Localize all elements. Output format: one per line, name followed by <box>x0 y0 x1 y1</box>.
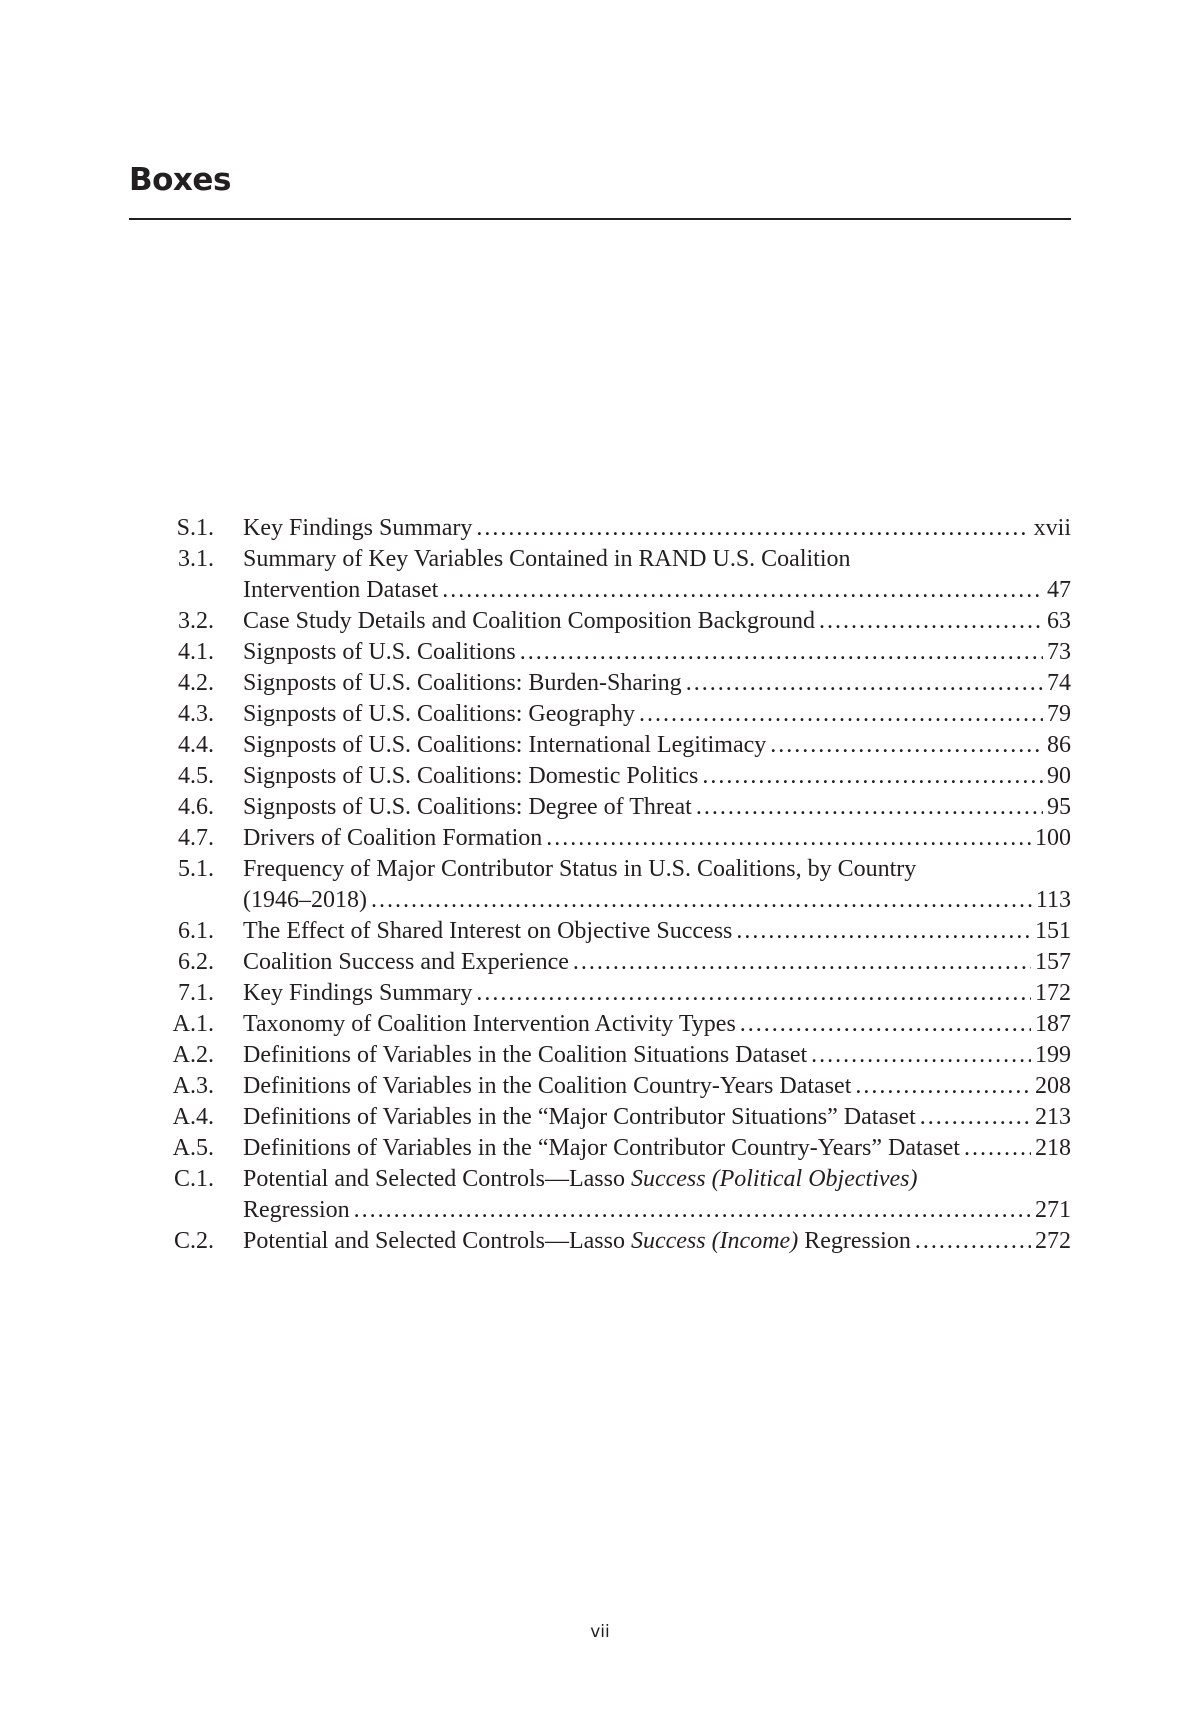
page-number: 213 <box>1035 1104 1071 1130</box>
box-title: Signposts of U.S. Coalitions: International Legitimacy <box>243 732 767 758</box>
list-item[interactable] <box>129 823 1071 854</box>
dot-leader <box>736 916 1031 947</box>
list-item[interactable] <box>129 978 1071 1009</box>
dot-leader <box>546 823 1031 854</box>
box-title: Definitions of Variables in the “Major Contributor Country-Years” Dataset <box>243 1135 960 1161</box>
page-number: 199 <box>1035 1042 1071 1068</box>
list-item[interactable] <box>129 761 1071 792</box>
box-number: A.3. <box>172 1073 214 1099</box>
page-number: 63 <box>1047 608 1071 634</box>
dot-leader <box>442 575 1043 606</box>
box-title-line1: Summary of Key Variables Contained in RAND U.S. Coalition <box>243 546 851 572</box>
list-item[interactable] <box>129 1071 1071 1102</box>
list-item[interactable] <box>129 513 1071 544</box>
dot-leader <box>819 606 1043 637</box>
page-number: xvii <box>1033 515 1071 541</box>
page-number: 113 <box>1035 887 1071 913</box>
list-item[interactable] <box>129 730 1071 761</box>
box-number: 4.3. <box>178 701 214 727</box>
box-title: (1946–2018) <box>243 887 367 913</box>
page-number: 74 <box>1047 670 1071 696</box>
list-item[interactable] <box>129 854 1071 916</box>
list-item[interactable] <box>129 1164 1071 1226</box>
box-title <box>243 1226 911 1257</box>
page-number: 172 <box>1035 980 1071 1006</box>
box-number: S.1. <box>176 515 214 541</box>
page-number: 47 <box>1047 577 1071 603</box>
box-number: 4.4. <box>178 732 214 758</box>
box-number: A.4. <box>172 1104 214 1130</box>
box-number: 4.6. <box>178 794 214 820</box>
box-number: C.1. <box>173 1166 214 1192</box>
page-number: 100 <box>1035 825 1071 851</box>
page-number: 86 <box>1047 732 1071 758</box>
dot-leader <box>740 1009 1031 1040</box>
box-title: Definitions of Variables in the Coalition Country-Years Dataset <box>243 1073 852 1099</box>
dot-leader <box>855 1071 1031 1102</box>
page-number: 95 <box>1047 794 1071 820</box>
box-title: Signposts of U.S. Coalitions: Geography <box>243 701 636 727</box>
list-item[interactable] <box>129 1133 1071 1164</box>
list-item[interactable] <box>129 1009 1071 1040</box>
page-number: 271 <box>1035 1197 1071 1223</box>
box-title: Drivers of Coalition Formation <box>243 825 543 851</box>
dot-leader <box>920 1102 1031 1133</box>
list-item[interactable] <box>129 1040 1071 1071</box>
box-number: 4.1. <box>178 639 214 665</box>
boxes-list <box>129 513 1071 1257</box>
page-title: Boxes <box>129 162 231 198</box>
page-number: 218 <box>1035 1135 1071 1161</box>
page-number: 79 <box>1047 701 1071 727</box>
box-number: A.2. <box>172 1042 214 1068</box>
list-item[interactable] <box>129 668 1071 699</box>
box-title: Signposts of U.S. Coalitions: Degree of Threat <box>243 794 692 820</box>
dot-leader <box>811 1040 1031 1071</box>
page-number: 90 <box>1047 763 1071 789</box>
box-title: Intervention Dataset <box>243 577 439 603</box>
dot-leader <box>371 885 1032 916</box>
dot-leader <box>915 1226 1031 1257</box>
box-title: Signposts of U.S. Coalitions: Burden-Sharing <box>243 670 682 696</box>
box-number: 4.7. <box>178 825 214 851</box>
box-title: Definitions of Variables in the Coalition Situations Dataset <box>243 1042 808 1068</box>
box-title: Definitions of Variables in the “Major Contributor Situations” Dataset <box>243 1104 916 1130</box>
box-title: Key Findings Summary <box>243 980 473 1006</box>
page-number: 151 <box>1035 918 1071 944</box>
list-item[interactable] <box>129 947 1071 978</box>
dot-leader <box>702 761 1043 792</box>
page-number: 272 <box>1035 1228 1071 1254</box>
page-number: 73 <box>1047 639 1071 665</box>
dot-leader <box>573 947 1031 978</box>
box-title: Signposts of U.S. Coalitions <box>243 639 516 665</box>
dot-leader <box>686 668 1043 699</box>
list-item[interactable] <box>129 1102 1071 1133</box>
box-title-text-end: Regression <box>798 1228 911 1254</box>
list-item[interactable] <box>129 1226 1071 1257</box>
box-number: A.5. <box>172 1135 214 1161</box>
box-number: A.1. <box>172 1011 214 1037</box>
dot-leader <box>639 699 1043 730</box>
dot-leader <box>696 792 1043 823</box>
page-folio: vii <box>590 1622 610 1642</box>
box-title-line1-italic: Success (Political Objectives) <box>630 1166 918 1192</box>
box-number: 7.1. <box>178 980 214 1006</box>
box-title-line1-text: Potential and Selected Controls—Lasso <box>243 1166 631 1192</box>
dot-leader <box>770 730 1043 761</box>
box-title-text: Potential and Selected Controls—Lasso <box>243 1228 631 1254</box>
box-title: The Effect of Shared Interest on Objective Success <box>243 918 733 944</box>
box-number: 6.2. <box>178 949 214 975</box>
box-number: 3.1. <box>178 546 214 572</box>
dot-leader <box>476 513 1029 544</box>
heading-rule <box>129 218 1071 220</box>
page-number: 187 <box>1035 1011 1071 1037</box>
dot-leader <box>520 637 1043 668</box>
box-title-line1 <box>243 1164 1071 1195</box>
box-title: Regression <box>243 1197 350 1223</box>
dot-leader <box>964 1133 1031 1164</box>
box-title: Coalition Success and Experience <box>243 949 569 975</box>
box-title: Signposts of U.S. Coalitions: Domestic Politics <box>243 763 699 789</box>
list-item[interactable] <box>129 606 1071 637</box>
box-title-italic: Success (Income) <box>630 1228 799 1254</box>
page-number: 157 <box>1035 949 1071 975</box>
box-title: Taxonomy of Coalition Intervention Activity Types <box>243 1011 736 1037</box>
box-title-line1: Frequency of Major Contributor Status in U.S. Coalitions, by Country <box>243 856 917 882</box>
box-title: Key Findings Summary <box>243 515 473 541</box>
box-number: 5.1. <box>178 856 214 882</box>
box-number: C.2. <box>173 1228 214 1254</box>
list-item[interactable] <box>129 699 1071 730</box>
box-number: 4.5. <box>178 763 214 789</box>
list-item[interactable] <box>129 792 1071 823</box>
dot-leader <box>476 978 1031 1009</box>
box-title: Case Study Details and Coalition Composition Background <box>243 608 815 634</box>
list-item[interactable] <box>129 544 1071 606</box>
list-item[interactable] <box>129 637 1071 668</box>
box-number: 4.2. <box>178 670 214 696</box>
dot-leader <box>354 1195 1031 1226</box>
box-number: 3.2. <box>178 608 214 634</box>
list-item[interactable] <box>129 916 1071 947</box>
page-number: 208 <box>1035 1073 1071 1099</box>
box-number: 6.1. <box>178 918 214 944</box>
